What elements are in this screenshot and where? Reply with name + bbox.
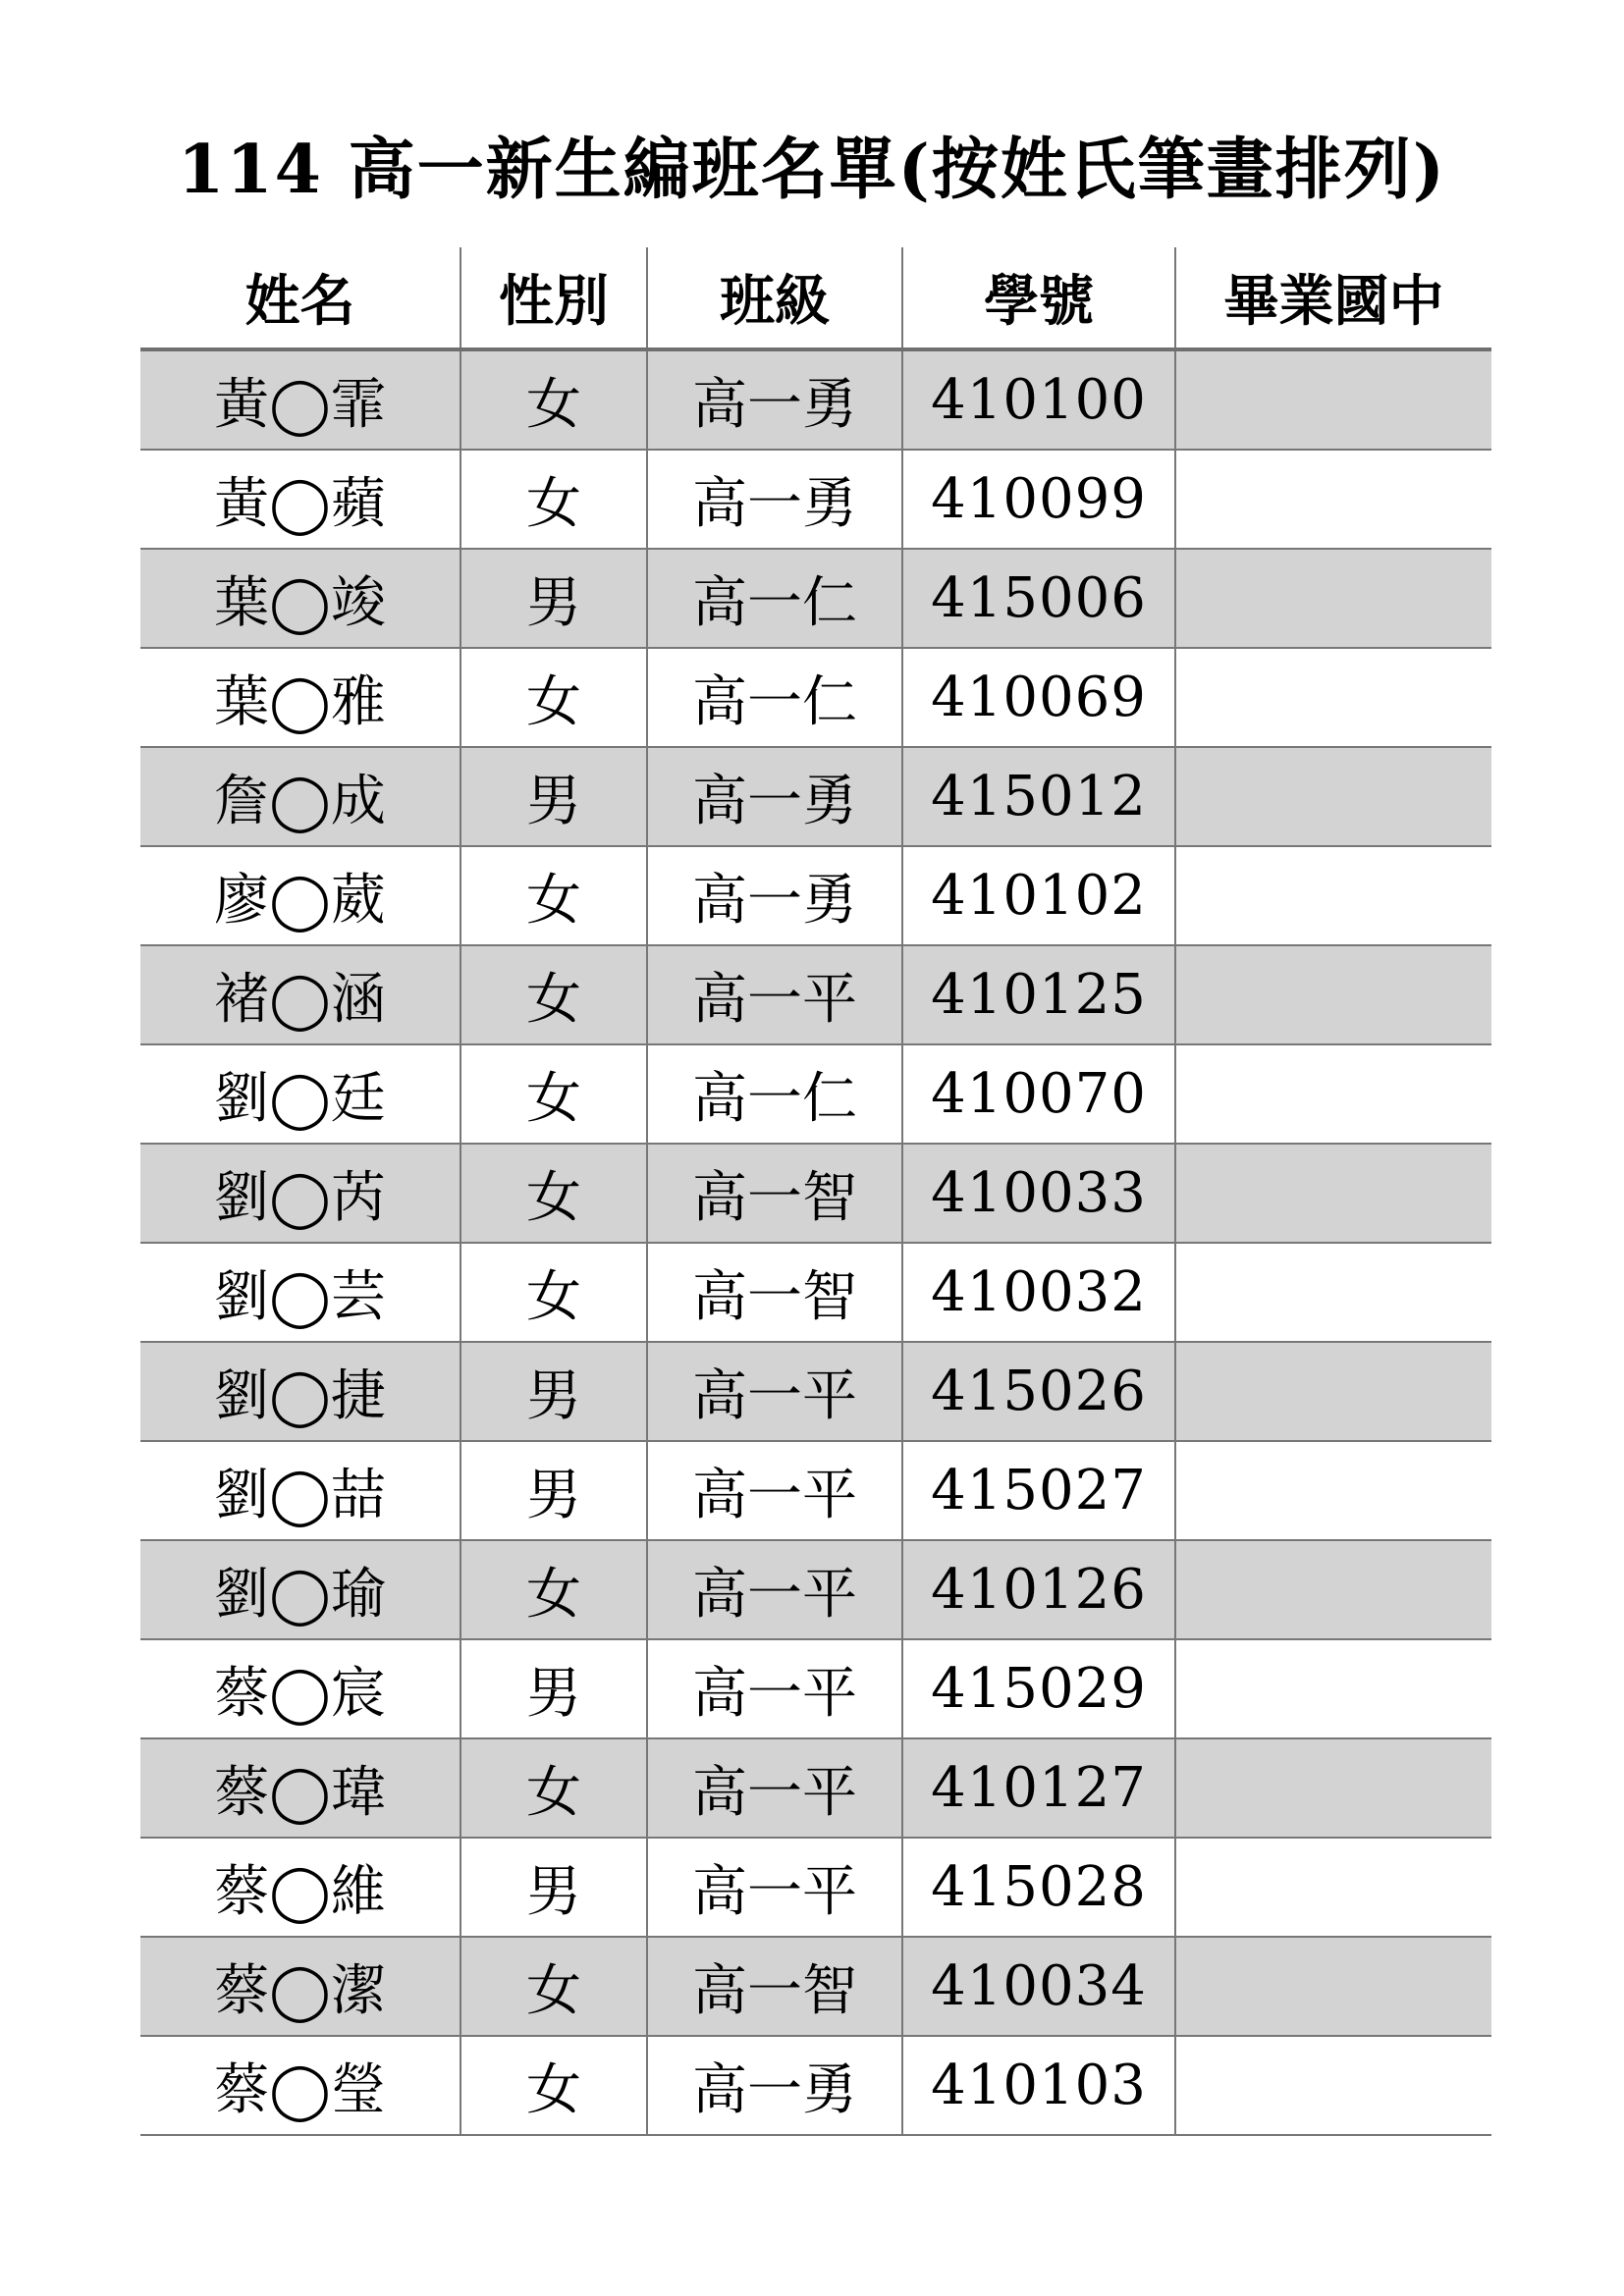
cell-student-id: 410127 — [902, 1738, 1175, 1838]
cell-gender: 女 — [460, 349, 647, 450]
table-row — [140, 945, 1491, 1044]
cell-gender: 女 — [460, 1243, 647, 1342]
header-school: 畢業國中 — [1175, 247, 1491, 349]
cell-class: 高一平 — [647, 1342, 902, 1441]
table-row — [140, 648, 1491, 747]
cell-name: 褚◯涵 — [140, 945, 460, 1044]
cell-name: 廖◯葳 — [140, 846, 460, 945]
cell-school — [1175, 1342, 1491, 1441]
student-roster-table — [140, 247, 1491, 2136]
cell-student-id: 410103 — [902, 2036, 1175, 2135]
cell-gender: 女 — [460, 450, 647, 549]
cell-name: 蔡◯宸 — [140, 1639, 460, 1738]
header-name: 姓名 — [140, 247, 460, 349]
cell-gender: 男 — [460, 549, 647, 648]
cell-class: 高一智 — [647, 1937, 902, 2036]
header-class: 班級 — [647, 247, 902, 349]
cell-gender: 女 — [460, 1044, 647, 1144]
cell-school — [1175, 450, 1491, 549]
cell-student-id: 410069 — [902, 648, 1175, 747]
cell-school — [1175, 747, 1491, 846]
cell-name: 葉◯雅 — [140, 648, 460, 747]
cell-name: 黃◯霏 — [140, 349, 460, 450]
table-row — [140, 450, 1491, 549]
cell-school — [1175, 349, 1491, 450]
cell-student-id: 410034 — [902, 1937, 1175, 2036]
table-row — [140, 1540, 1491, 1639]
cell-gender: 女 — [460, 1937, 647, 2036]
cell-student-id: 415006 — [902, 549, 1175, 648]
table-row — [140, 1937, 1491, 2036]
cell-school — [1175, 846, 1491, 945]
header-student-id: 學號 — [902, 247, 1175, 349]
cell-name: 劉◯芸 — [140, 1243, 460, 1342]
table-row — [140, 549, 1491, 648]
cell-name: 蔡◯瑋 — [140, 1738, 460, 1838]
table-row — [140, 1639, 1491, 1738]
cell-name: 黃◯蘋 — [140, 450, 460, 549]
cell-class: 高一平 — [647, 1738, 902, 1838]
table-row — [140, 2036, 1491, 2135]
cell-name: 劉◯捷 — [140, 1342, 460, 1441]
table-row — [140, 1738, 1491, 1838]
cell-name: 葉◯竣 — [140, 549, 460, 648]
cell-school — [1175, 1441, 1491, 1540]
cell-student-id: 415029 — [902, 1639, 1175, 1738]
cell-school — [1175, 945, 1491, 1044]
cell-student-id: 415027 — [902, 1441, 1175, 1540]
cell-gender: 男 — [460, 747, 647, 846]
cell-student-id: 410032 — [902, 1243, 1175, 1342]
cell-student-id: 410033 — [902, 1144, 1175, 1243]
page-title: 114 高一新生編班名單(按姓氏筆畫排列) — [178, 131, 1446, 209]
cell-student-id: 410099 — [902, 450, 1175, 549]
cell-student-id: 410125 — [902, 945, 1175, 1044]
cell-class: 高一平 — [647, 1441, 902, 1540]
table-row — [140, 1044, 1491, 1144]
cell-school — [1175, 1044, 1491, 1144]
cell-gender: 女 — [460, 648, 647, 747]
table-header-row — [140, 247, 1491, 349]
table-row — [140, 1342, 1491, 1441]
cell-class: 高一平 — [647, 945, 902, 1044]
cell-student-id: 410070 — [902, 1044, 1175, 1144]
cell-class: 高一勇 — [647, 2036, 902, 2135]
cell-class: 高一勇 — [647, 846, 902, 945]
cell-name: 劉◯喆 — [140, 1441, 460, 1540]
table-row — [140, 1243, 1491, 1342]
cell-name: 劉◯芮 — [140, 1144, 460, 1243]
cell-school — [1175, 1540, 1491, 1639]
cell-class: 高一勇 — [647, 450, 902, 549]
cell-class: 高一平 — [647, 1838, 902, 1937]
cell-gender: 女 — [460, 846, 647, 945]
cell-name: 蔡◯潔 — [140, 1937, 460, 2036]
table-body — [140, 349, 1491, 2135]
table-row — [140, 349, 1491, 450]
cell-class: 高一智 — [647, 1243, 902, 1342]
cell-name: 劉◯瑜 — [140, 1540, 460, 1639]
cell-class: 高一平 — [647, 1540, 902, 1639]
cell-class: 高一勇 — [647, 349, 902, 450]
cell-school — [1175, 2036, 1491, 2135]
cell-gender: 男 — [460, 1342, 647, 1441]
cell-gender: 男 — [460, 1639, 647, 1738]
table-row — [140, 846, 1491, 945]
table-row — [140, 1838, 1491, 1937]
cell-gender: 女 — [460, 1540, 647, 1639]
cell-class: 高一仁 — [647, 648, 902, 747]
cell-gender: 女 — [460, 1738, 647, 1838]
cell-gender: 女 — [460, 1144, 647, 1243]
cell-gender: 男 — [460, 1441, 647, 1540]
table-row — [140, 1144, 1491, 1243]
cell-class: 高一智 — [647, 1144, 902, 1243]
cell-school — [1175, 1243, 1491, 1342]
cell-name: 蔡◯維 — [140, 1838, 460, 1937]
cell-school — [1175, 549, 1491, 648]
cell-student-id: 415026 — [902, 1342, 1175, 1441]
table-row — [140, 1441, 1491, 1540]
cell-student-id: 410102 — [902, 846, 1175, 945]
cell-gender: 女 — [460, 945, 647, 1044]
cell-school — [1175, 1144, 1491, 1243]
cell-student-id: 410126 — [902, 1540, 1175, 1639]
cell-class: 高一勇 — [647, 747, 902, 846]
cell-class: 高一平 — [647, 1639, 902, 1738]
cell-name: 詹◯成 — [140, 747, 460, 846]
cell-class: 高一仁 — [647, 1044, 902, 1144]
cell-student-id: 415012 — [902, 747, 1175, 846]
cell-school — [1175, 648, 1491, 747]
cell-student-id: 410100 — [902, 349, 1175, 450]
cell-name: 蔡◯瑩 — [140, 2036, 460, 2135]
cell-school — [1175, 1738, 1491, 1838]
cell-class: 高一仁 — [647, 549, 902, 648]
cell-school — [1175, 1838, 1491, 1937]
cell-school — [1175, 1639, 1491, 1738]
header-gender: 性別 — [460, 247, 647, 349]
cell-student-id: 415028 — [902, 1838, 1175, 1937]
table-row — [140, 747, 1491, 846]
cell-name: 劉◯廷 — [140, 1044, 460, 1144]
cell-gender: 女 — [460, 2036, 647, 2135]
cell-gender: 男 — [460, 1838, 647, 1937]
cell-school — [1175, 1937, 1491, 2036]
